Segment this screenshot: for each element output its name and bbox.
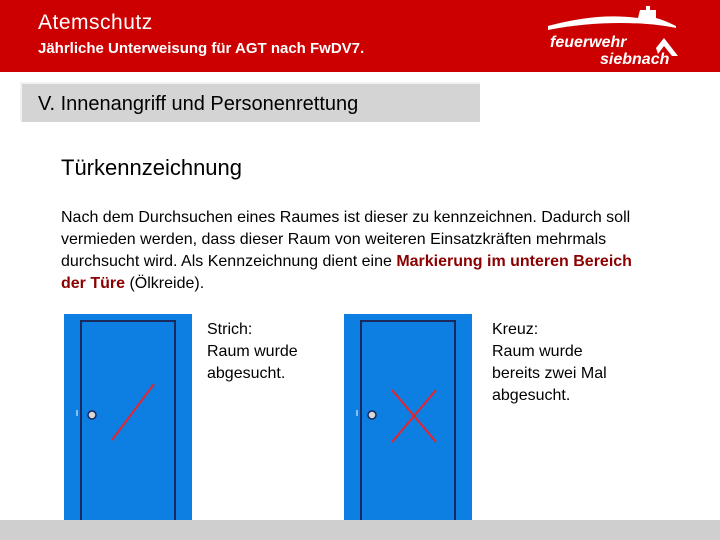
door-knob-icon [368, 411, 376, 419]
feuerwehr-siebnach-logo [538, 4, 688, 68]
paragraph-text-2: (Ölkreide). [125, 275, 205, 292]
section-title: V. Innenangriff und Personenrettung [38, 93, 359, 115]
logo-line1: feuerwehr [550, 34, 627, 51]
slide-heading: Türkennzeichnung [61, 155, 243, 180]
caption-line: bereits zwei Mal [492, 365, 607, 382]
logo-line2: siebnach [600, 51, 670, 68]
caption-line: Kreuz: [492, 321, 539, 338]
body-paragraph [61, 207, 661, 295]
footer-bar [0, 520, 720, 540]
header-bar [0, 0, 720, 72]
door-kreuz-illustration [344, 314, 472, 520]
caption-line: abgesucht. [207, 365, 286, 382]
caption-line: Raum wurde [492, 343, 583, 360]
header-subtitle: Jährliche Unterweisung für AGT nach FwDV7. [38, 40, 365, 57]
caption-line: Raum wurde [207, 343, 298, 360]
header-title: Atemschutz [38, 11, 153, 34]
paragraph-highlight: Markierung im unteren Bereich der Türe [61, 253, 632, 292]
door-details [64, 314, 192, 520]
door-strich-illustration [64, 314, 192, 520]
section-bar [20, 82, 480, 122]
chalk-line-strich [112, 384, 154, 440]
caption-strich [207, 319, 298, 385]
caption-kreuz [492, 319, 607, 407]
caption-line: Strich: [207, 321, 253, 338]
caption-line: abgesucht. [492, 387, 571, 404]
door-knob-icon [88, 411, 96, 419]
door-details [344, 314, 472, 520]
paragraph-text-1: Nach dem Durchsuchen eines Raumes ist dieser zu kennzeichnen. Dadurch soll vermieden werden, dass dieser Raum von weiteren Einsatzkräften mehrmals durchsucht wird. Als Kennzeichnung dient eine [61, 209, 631, 270]
